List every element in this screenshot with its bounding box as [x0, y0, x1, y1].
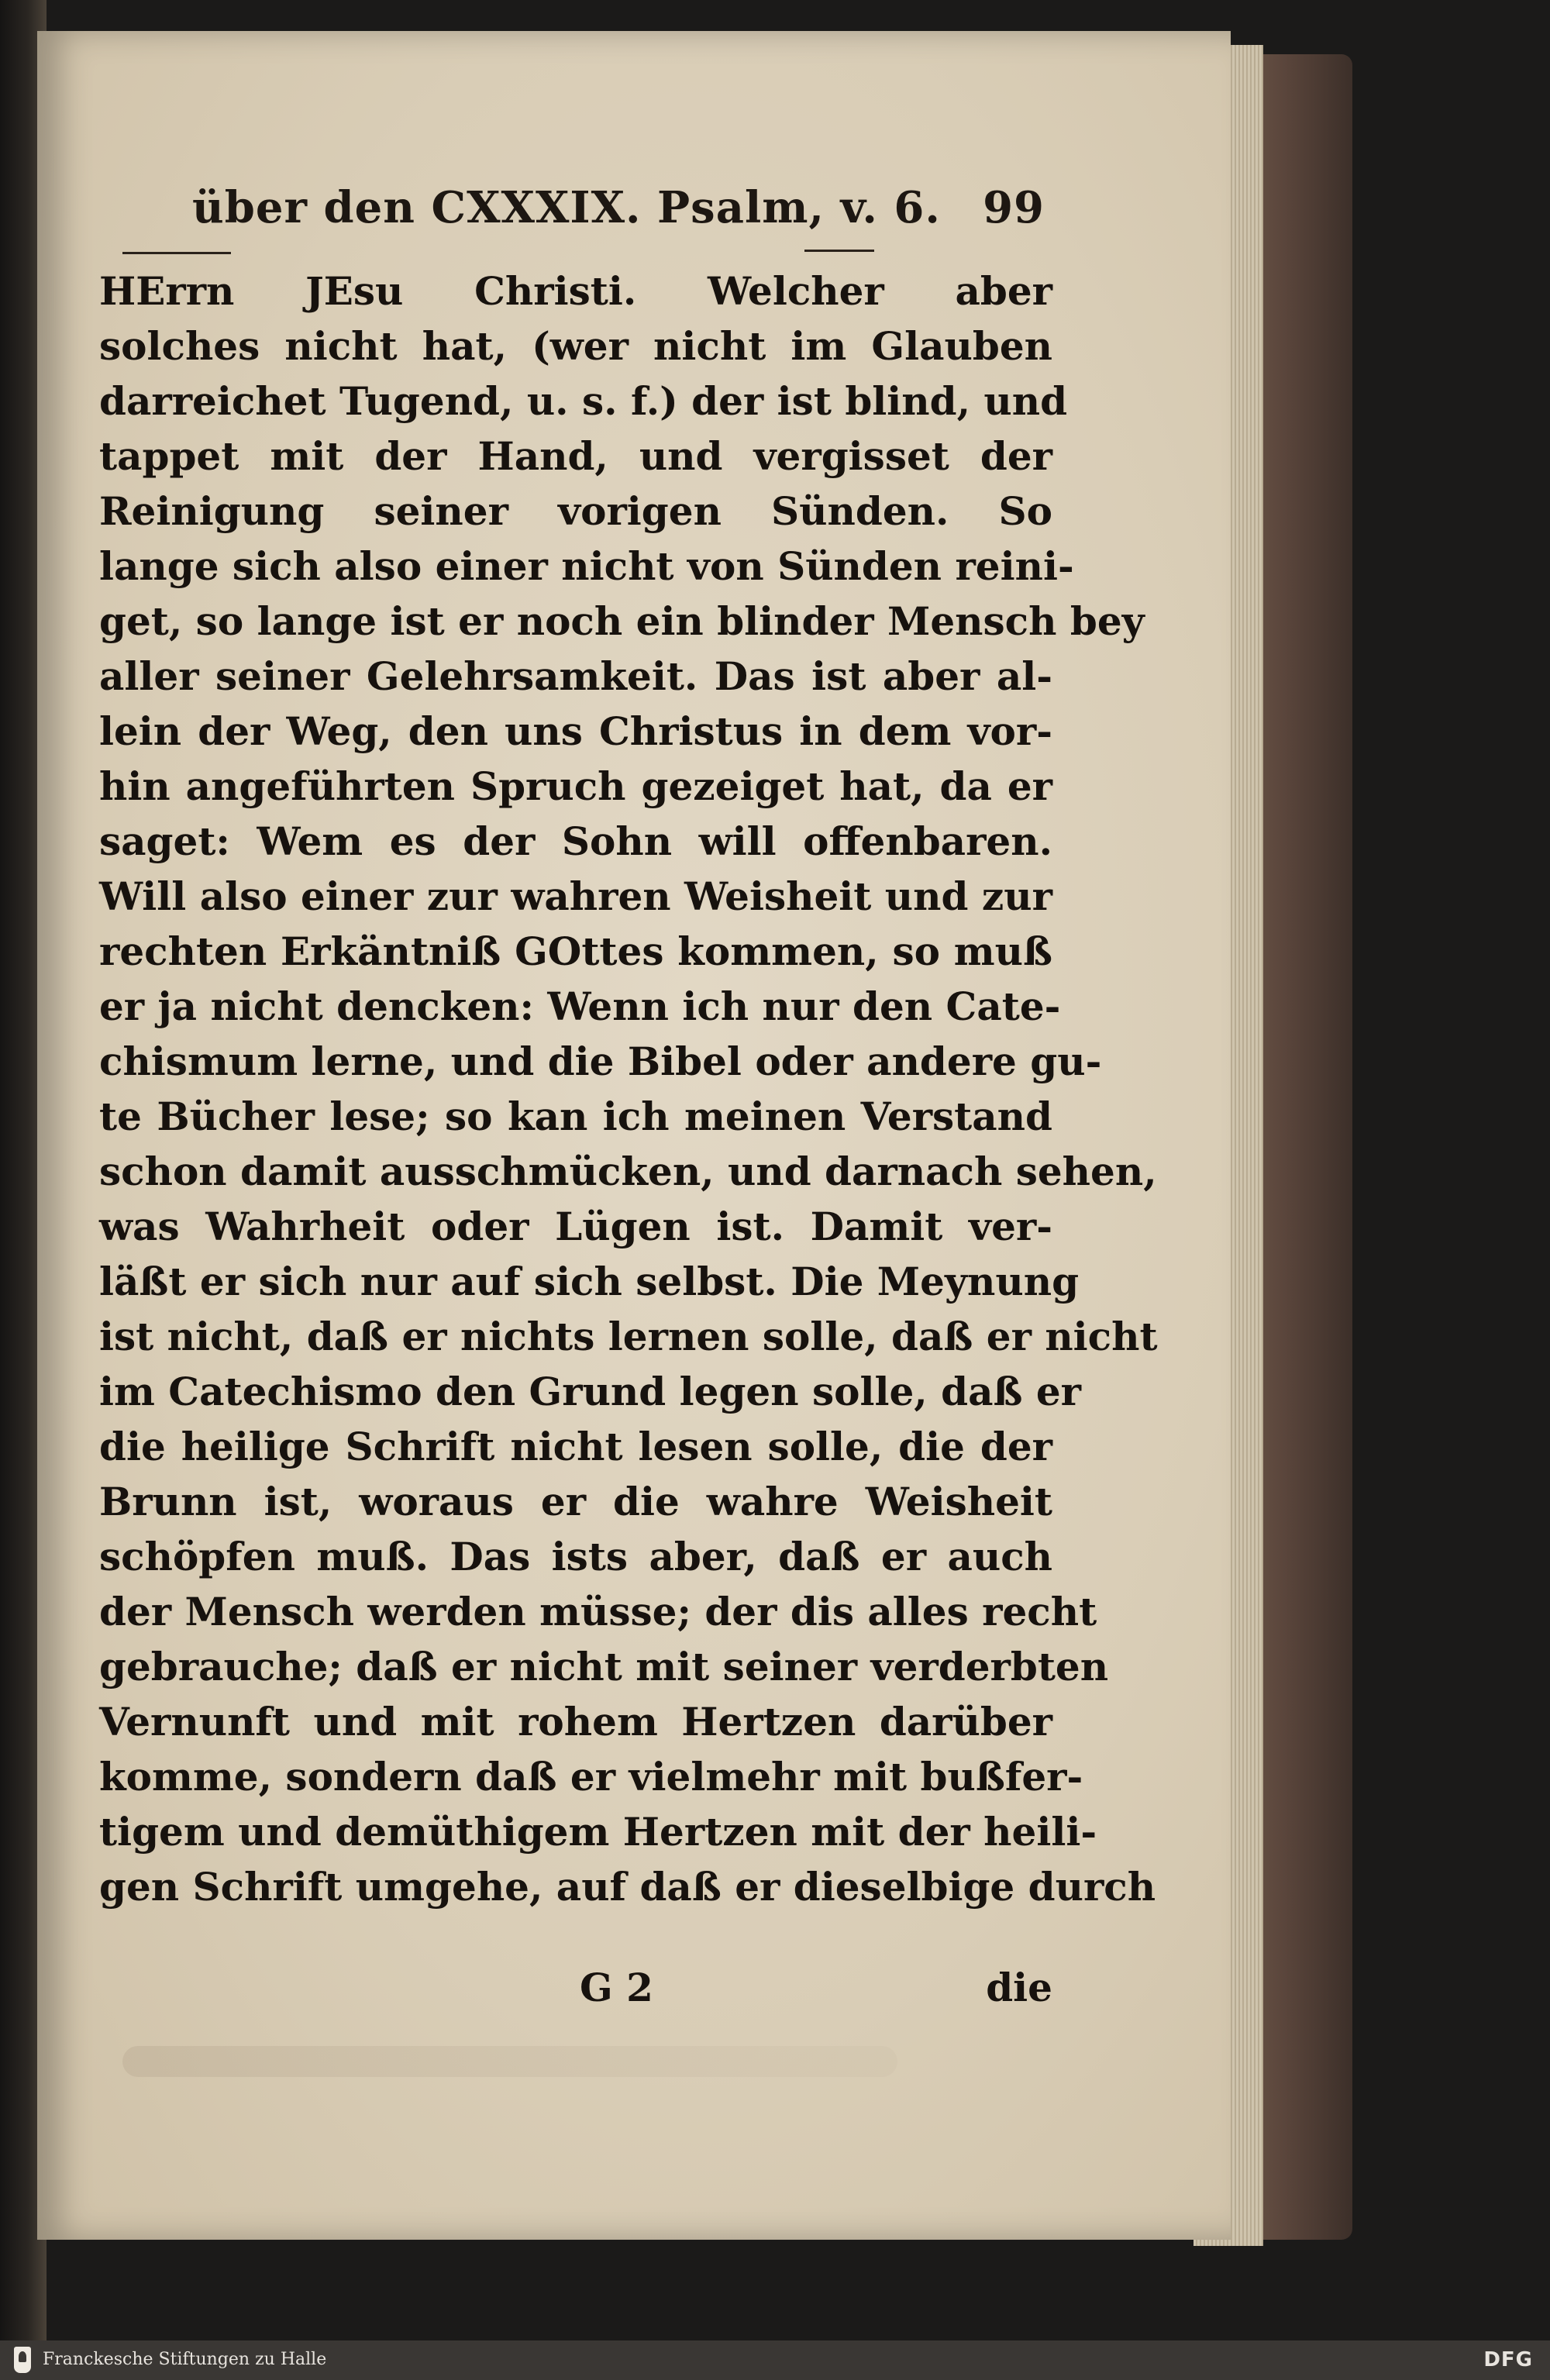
- dfg-logo: DFG: [1483, 2348, 1533, 2371]
- text-line: te Bücher lese; so kan ich meinen Verstand: [99, 1094, 1052, 1139]
- text-line: get, so lange ist er noch ein blinder Mensch bey: [99, 598, 1145, 644]
- text-line: läßt er sich nur auf sich selbst. Die Meynung: [99, 1259, 1080, 1304]
- text-line: HErrn JEsu Christi. Welcher aber: [99, 268, 1052, 314]
- text-line: saget: Wem es der Sohn will offenbaren.: [99, 818, 1052, 864]
- institution-logo-icon: [14, 2347, 31, 2373]
- show-through-text: [122, 2046, 897, 2077]
- text-line: rechten Erkäntniß GOttes kommen, so muß: [99, 928, 1052, 974]
- text-line: tappet mit der Hand, und vergisset der: [99, 433, 1052, 479]
- text-line: tigem und demüthigem Hertzen mit der heili-: [99, 1809, 1097, 1855]
- text-line: solches nicht hat, (wer nicht im Glauben: [99, 323, 1052, 369]
- catchword: die: [986, 1965, 1052, 2010]
- text-line: Reinigung seiner vorigen Sünden. So: [99, 488, 1052, 534]
- catchline: [99, 1965, 1052, 2019]
- page-header: [192, 174, 1045, 244]
- page-number: 99: [983, 182, 1045, 233]
- book-page: [37, 31, 1231, 2240]
- footer-bar: [0, 2340, 1550, 2380]
- text-line: im Catechismo den Grund legen solle, daß er: [99, 1369, 1082, 1414]
- text-line: Vernunft und mit rohem Hertzen darüber: [99, 1699, 1052, 1745]
- text-line: die heilige Schrift nicht lesen solle, die der: [99, 1424, 1052, 1469]
- signature-mark: G 2: [580, 1965, 653, 2010]
- header-rule-left: [122, 252, 231, 254]
- text-line: er ja nicht dencken: Wenn ich nur den Cate-: [99, 983, 1061, 1029]
- text-line: was Wahrheit oder Lügen ist. Damit ver-: [99, 1204, 1052, 1249]
- text-line: gen Schrift umgehe, auf daß er dieselbige durch: [99, 1864, 1156, 1910]
- text-line: hin angeführten Spruch gezeiget hat, da er: [99, 763, 1052, 809]
- body-text: [99, 263, 1158, 1914]
- text-line: Brunn ist, woraus er die wahre Weisheit: [99, 1479, 1052, 1524]
- text-line: ist nicht, daß er nichts lernen solle, daß er nicht: [99, 1314, 1158, 1359]
- text-line: lein der Weg, den uns Christus in dem vor-: [99, 708, 1052, 754]
- text-line: Will also einer zur wahren Weisheit und zur: [99, 873, 1052, 919]
- text-line: lange sich also einer nicht von Sünden reini-: [99, 543, 1074, 589]
- text-line: komme, sondern daß er vielmehr mit bußfer-: [99, 1754, 1083, 1800]
- text-line: aller seiner Gelehrsamkeit. Das ist aber al-: [99, 653, 1052, 699]
- text-line: darreichet Tugend, u. s. f.) der ist blind, und: [99, 378, 1068, 424]
- institution-name: Franckesche Stiftungen zu Halle: [43, 2350, 327, 2369]
- text-line: gebrauche; daß er nicht mit seiner verderbten: [99, 1644, 1109, 1689]
- header-rule-right: [804, 250, 874, 252]
- text-line: schöpfen muß. Das ists aber, daß er auch: [99, 1534, 1052, 1579]
- text-line: schon damit ausschmücken, und darnach sehen,: [99, 1149, 1157, 1194]
- running-title: über den CXXXIX. Psalm, v. 6.: [192, 182, 941, 233]
- text-line: der Mensch werden müsse; der dis alles recht: [99, 1589, 1097, 1634]
- text-line: chismum lerne, und die Bibel oder andere gu-: [99, 1038, 1102, 1084]
